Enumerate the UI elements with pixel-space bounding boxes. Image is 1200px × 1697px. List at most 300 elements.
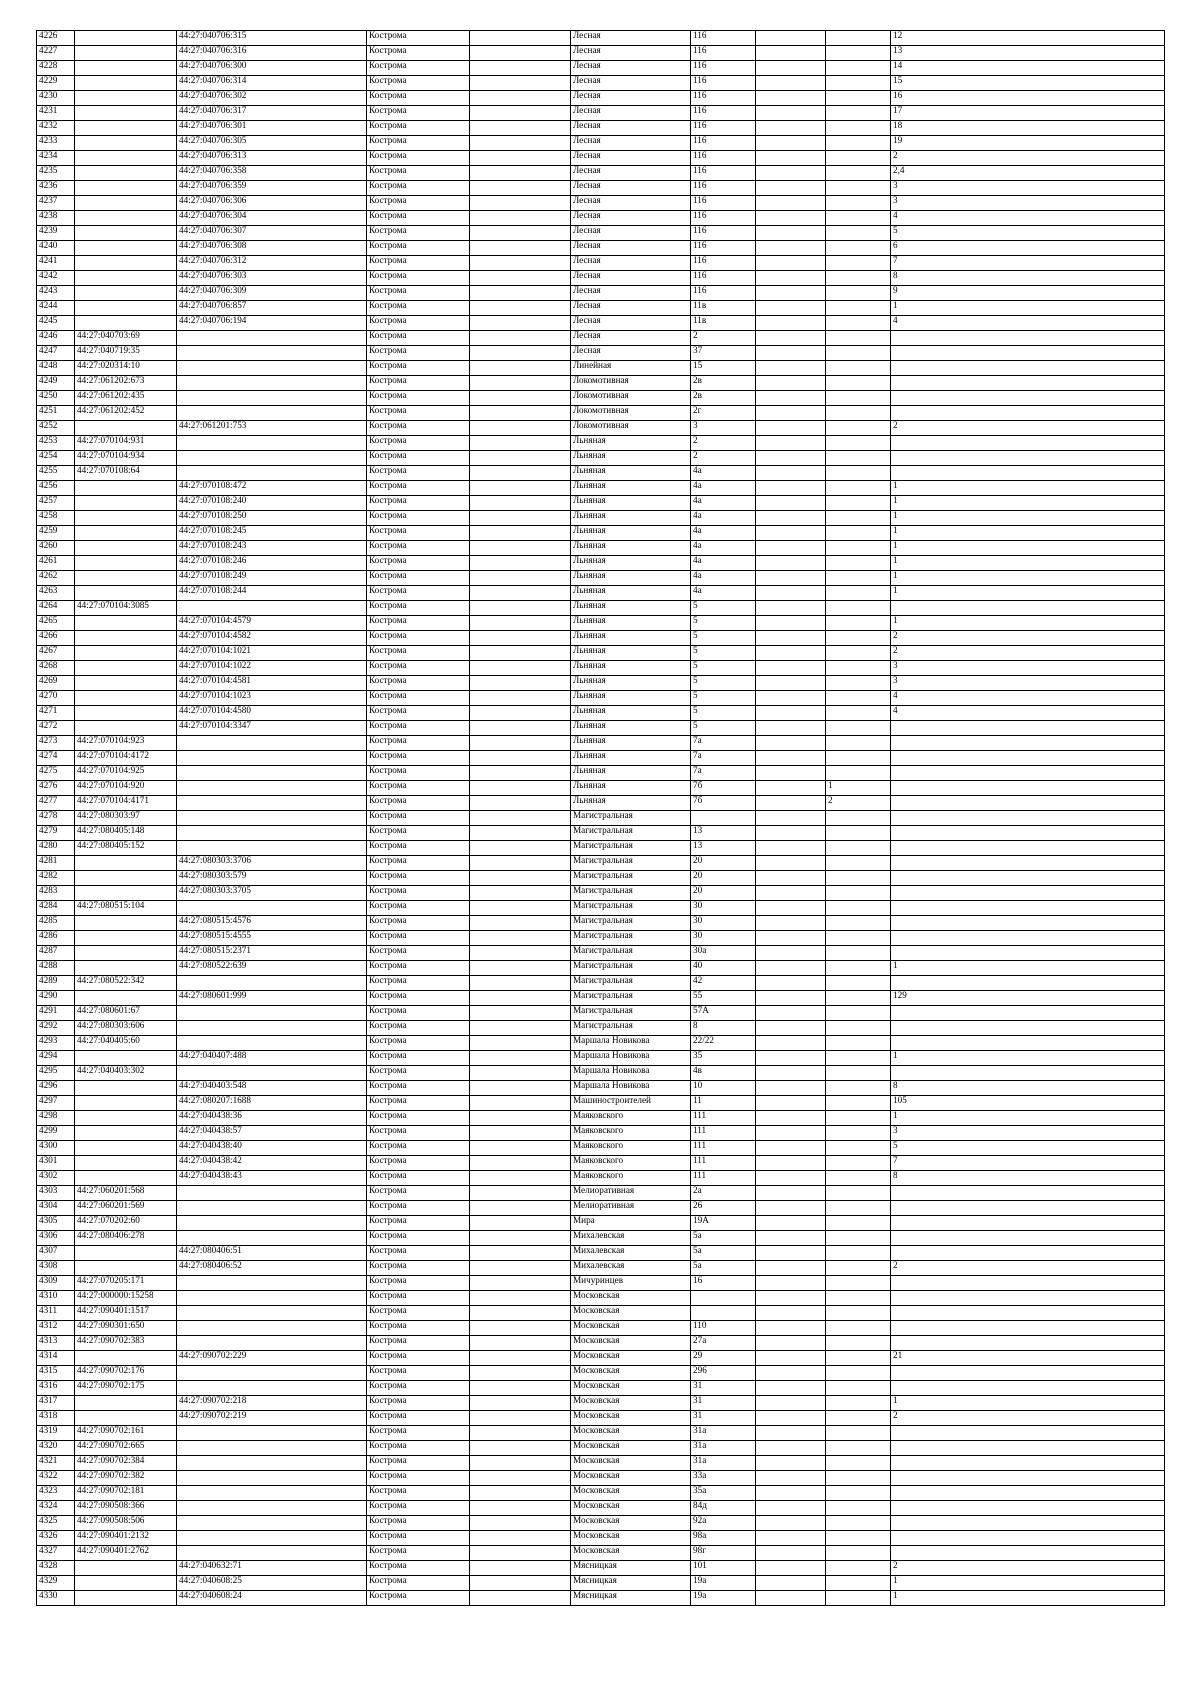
table-cell-row_no: 4280 — [37, 841, 75, 856]
table-cell-cad_num_b: 44:27:040438:57 — [177, 1126, 367, 1141]
table-cell-blank2 — [756, 1186, 826, 1201]
table-cell-extra: 129 — [891, 991, 1165, 1006]
table-cell-blank3 — [826, 421, 891, 436]
table-cell-house: 116 — [691, 256, 756, 271]
table-cell-blank2 — [756, 481, 826, 496]
table-cell-blank1 — [470, 556, 571, 571]
table-cell-blank1 — [470, 856, 571, 871]
table-cell-blank1 — [470, 1561, 571, 1576]
table-cell-city: Кострома — [367, 511, 470, 526]
table-row — [37, 586, 1165, 601]
table-cell-blank2 — [756, 106, 826, 121]
table-cell-blank1 — [470, 1576, 571, 1591]
table-cell-blank1 — [470, 406, 571, 421]
table-row — [37, 1141, 1165, 1156]
table-cell-cad_num_a — [75, 1396, 177, 1411]
table-cell-row_no: 4303 — [37, 1186, 75, 1201]
table-cell-blank2 — [756, 1291, 826, 1306]
table-row — [37, 286, 1165, 301]
table-cell-house: 2 — [691, 331, 756, 346]
table-cell-blank1 — [470, 226, 571, 241]
table-cell-house: 35а — [691, 1486, 756, 1501]
table-cell-house: 5 — [691, 616, 756, 631]
table-cell-row_no: 4248 — [37, 361, 75, 376]
table-cell-extra — [891, 1456, 1165, 1471]
table-cell-street: Лесная — [571, 226, 691, 241]
table-cell-row_no: 4292 — [37, 1021, 75, 1036]
table-cell-blank2 — [756, 301, 826, 316]
table-cell-city: Кострома — [367, 136, 470, 151]
table-row — [37, 961, 1165, 976]
table-cell-cad_num_b: 44:27:040706:303 — [177, 271, 367, 286]
table-cell-city: Кострома — [367, 901, 470, 916]
table-cell-street: Льняная — [571, 691, 691, 706]
table-cell-cad_num_b: 44:27:080406:52 — [177, 1261, 367, 1276]
table-cell-extra: 7 — [891, 1156, 1165, 1171]
table-cell-row_no: 4278 — [37, 811, 75, 826]
table-cell-street: Михалевская — [571, 1246, 691, 1261]
table-cell-row_no: 4288 — [37, 961, 75, 976]
table-cell-row_no: 4277 — [37, 796, 75, 811]
table-cell-extra — [891, 901, 1165, 916]
table-cell-cad_num_b: 44:27:070104:1022 — [177, 661, 367, 676]
table-cell-extra: 2 — [891, 1561, 1165, 1576]
table-cell-cad_num_b — [177, 376, 367, 391]
table-cell-house: 31 — [691, 1381, 756, 1396]
table-cell-extra — [891, 376, 1165, 391]
table-cell-cad_num_a: 44:27:080405:148 — [75, 826, 177, 841]
table-cell-street: Лесная — [571, 196, 691, 211]
table-row — [37, 1051, 1165, 1066]
table-cell-cad_num_a: 44:27:070108:64 — [75, 466, 177, 481]
table-cell-cad_num_a — [75, 301, 177, 316]
table-cell-extra: 1 — [891, 586, 1165, 601]
table-cell-city: Кострома — [367, 1186, 470, 1201]
table-row — [37, 46, 1165, 61]
table-cell-row_no: 4246 — [37, 331, 75, 346]
table-cell-cad_num_a: 44:27:070104:920 — [75, 781, 177, 796]
table-cell-blank1 — [470, 166, 571, 181]
table-cell-cad_num_b — [177, 331, 367, 346]
table-cell-city: Кострома — [367, 976, 470, 991]
table-cell-house: 116 — [691, 121, 756, 136]
table-cell-city: Кострома — [367, 811, 470, 826]
table-cell-blank1 — [470, 616, 571, 631]
table-cell-house: 98г — [691, 1546, 756, 1561]
table-row — [37, 346, 1165, 361]
table-cell-city: Кострома — [367, 241, 470, 256]
table-cell-extra — [891, 1276, 1165, 1291]
table-cell-cad_num_a — [75, 166, 177, 181]
table-cell-house: 30а — [691, 946, 756, 961]
table-row — [37, 631, 1165, 646]
table-cell-city: Кострома — [367, 556, 470, 571]
table-cell-house: 10 — [691, 1081, 756, 1096]
table-row — [37, 811, 1165, 826]
table-row — [37, 1126, 1165, 1141]
table-cell-row_no: 4264 — [37, 601, 75, 616]
table-cell-city: Кострома — [367, 1231, 470, 1246]
table-cell-cad_num_a: 44:27:070104:923 — [75, 736, 177, 751]
table-cell-extra: 2 — [891, 631, 1165, 646]
table-cell-cad_num_b — [177, 1216, 367, 1231]
table-cell-blank1 — [470, 1141, 571, 1156]
table-cell-house: 33а — [691, 1471, 756, 1486]
table-cell-street: Льняная — [571, 571, 691, 586]
table-cell-row_no: 4309 — [37, 1276, 75, 1291]
table-cell-blank2 — [756, 1006, 826, 1021]
table-cell-street: Локомотивная — [571, 391, 691, 406]
table-row — [37, 451, 1165, 466]
table-cell-blank1 — [470, 241, 571, 256]
table-cell-extra: 5 — [891, 1141, 1165, 1156]
table-cell-blank1 — [470, 1411, 571, 1426]
table-cell-cad_num_b — [177, 466, 367, 481]
table-cell-extra: 8 — [891, 271, 1165, 286]
table-cell-city: Кострома — [367, 1486, 470, 1501]
table-row — [37, 931, 1165, 946]
table-cell-blank2 — [756, 331, 826, 346]
table-cell-house: 116 — [691, 136, 756, 151]
table-cell-cad_num_a: 44:27:070104:931 — [75, 436, 177, 451]
table-cell-extra — [891, 1216, 1165, 1231]
table-cell-street: Машиностроителей — [571, 1096, 691, 1111]
table-cell-extra: 1 — [891, 1111, 1165, 1126]
table-cell-city: Кострома — [367, 106, 470, 121]
table-cell-blank2 — [756, 466, 826, 481]
table-cell-cad_num_b: 44:27:070104:3347 — [177, 721, 367, 736]
table-cell-city: Кострома — [367, 1261, 470, 1276]
table-cell-cad_num_a — [75, 631, 177, 646]
table-row — [37, 526, 1165, 541]
table-cell-cad_num_b: 44:27:040706:306 — [177, 196, 367, 211]
table-cell-cad_num_a: 44:27:040405:60 — [75, 1036, 177, 1051]
table-cell-blank2 — [756, 1216, 826, 1231]
table-cell-city: Кострома — [367, 691, 470, 706]
table-row — [37, 1201, 1165, 1216]
table-cell-street: Лесная — [571, 346, 691, 361]
table-cell-cad_num_b — [177, 451, 367, 466]
table-cell-blank2 — [756, 376, 826, 391]
table-cell-cad_num_b: 44:27:070108:243 — [177, 541, 367, 556]
table-cell-city: Кострома — [367, 736, 470, 751]
table-cell-blank3 — [826, 106, 891, 121]
table-cell-street: Лесная — [571, 211, 691, 226]
table-cell-blank1 — [470, 91, 571, 106]
table-row — [37, 1456, 1165, 1471]
table-cell-cad_num_a: 44:27:060201:568 — [75, 1186, 177, 1201]
table-cell-house: 4а — [691, 496, 756, 511]
table-cell-extra: 4 — [891, 691, 1165, 706]
table-row — [37, 1006, 1165, 1021]
table-cell-extra: 2 — [891, 1411, 1165, 1426]
table-cell-row_no: 4307 — [37, 1246, 75, 1261]
table-cell-city: Кострома — [367, 871, 470, 886]
table-cell-blank3 — [826, 601, 891, 616]
table-cell-blank2 — [756, 1411, 826, 1426]
table-cell-blank1 — [470, 1516, 571, 1531]
table-cell-city: Кострома — [367, 1411, 470, 1426]
table-cell-street: Магистральная — [571, 1021, 691, 1036]
table-cell-row_no: 4326 — [37, 1531, 75, 1546]
table-cell-cad_num_b: 44:27:040706:302 — [177, 91, 367, 106]
table-cell-blank2 — [756, 1096, 826, 1111]
table-cell-blank1 — [470, 511, 571, 526]
table-cell-blank1 — [470, 826, 571, 841]
table-cell-blank3 — [826, 466, 891, 481]
table-cell-extra — [891, 1036, 1165, 1051]
table-cell-extra: 8 — [891, 1171, 1165, 1186]
table-cell-blank2 — [756, 1351, 826, 1366]
table-cell-blank1 — [470, 1201, 571, 1216]
table-cell-row_no: 4293 — [37, 1036, 75, 1051]
table-cell-cad_num_b: 44:27:040706:308 — [177, 241, 367, 256]
table-cell-extra: 13 — [891, 46, 1165, 61]
table-cell-blank3 — [826, 1141, 891, 1156]
table-cell-extra: 3 — [891, 676, 1165, 691]
table-cell-blank1 — [470, 646, 571, 661]
table-cell-blank3 — [826, 1021, 891, 1036]
table-cell-city: Кострома — [367, 151, 470, 166]
table-cell-blank3 — [826, 1126, 891, 1141]
table-cell-city: Кострома — [367, 1246, 470, 1261]
table-cell-row_no: 4275 — [37, 766, 75, 781]
table-cell-blank2 — [756, 1276, 826, 1291]
table-cell-row_no: 4228 — [37, 61, 75, 76]
table-cell-blank3 — [826, 1546, 891, 1561]
table-cell-blank2 — [756, 226, 826, 241]
table-cell-city: Кострома — [367, 526, 470, 541]
table-cell-house: 13 — [691, 826, 756, 841]
table-cell-street: Московская — [571, 1456, 691, 1471]
table-cell-cad_num_b — [177, 1276, 367, 1291]
table-cell-cad_num_b — [177, 736, 367, 751]
table-cell-cad_num_b — [177, 1381, 367, 1396]
table-cell-blank1 — [470, 676, 571, 691]
table-cell-blank2 — [756, 1111, 826, 1126]
table-cell-blank2 — [756, 196, 826, 211]
table-cell-blank3 — [826, 1216, 891, 1231]
table-cell-extra — [891, 466, 1165, 481]
table-cell-city: Кострома — [367, 1321, 470, 1336]
table-row — [37, 196, 1165, 211]
table-cell-house: 101 — [691, 1561, 756, 1576]
table-cell-row_no: 4313 — [37, 1336, 75, 1351]
table-cell-street: Мира — [571, 1216, 691, 1231]
table-cell-blank1 — [470, 706, 571, 721]
table-cell-cad_num_b: 44:27:070104:4582 — [177, 631, 367, 646]
table-cell-cad_num_a — [75, 1096, 177, 1111]
table-cell-blank1 — [470, 211, 571, 226]
table-cell-blank3 — [826, 286, 891, 301]
table-cell-extra — [891, 856, 1165, 871]
table-cell-cad_num_b: 44:27:080303:579 — [177, 871, 367, 886]
table-cell-blank3 — [826, 706, 891, 721]
table-row — [37, 226, 1165, 241]
table-cell-extra: 1 — [891, 571, 1165, 586]
table-cell-blank1 — [470, 1321, 571, 1336]
table-row — [37, 391, 1165, 406]
table-cell-cad_num_a — [75, 211, 177, 226]
table-cell-cad_num_a: 44:27:061202:673 — [75, 376, 177, 391]
table-cell-street: Лесная — [571, 106, 691, 121]
table-cell-street: Московская — [571, 1501, 691, 1516]
table-cell-street: Льняная — [571, 781, 691, 796]
table-cell-blank3 — [826, 871, 891, 886]
table-cell-extra — [891, 826, 1165, 841]
table-cell-extra — [891, 1231, 1165, 1246]
table-cell-cad_num_b: 44:27:061201:753 — [177, 421, 367, 436]
table-cell-cad_num_b: 44:27:080515:2371 — [177, 946, 367, 961]
table-cell-city: Кострома — [367, 586, 470, 601]
table-cell-city: Кострома — [367, 676, 470, 691]
table-cell-row_no: 4259 — [37, 526, 75, 541]
table-cell-city: Кострома — [367, 571, 470, 586]
table-cell-city: Кострома — [367, 856, 470, 871]
table-row — [37, 61, 1165, 76]
table-cell-blank3 — [826, 46, 891, 61]
table-cell-blank1 — [470, 121, 571, 136]
table-cell-blank3 — [826, 1276, 891, 1291]
table-cell-city: Кострома — [367, 1216, 470, 1231]
table-cell-cad_num_b: 44:27:040706:301 — [177, 121, 367, 136]
table-cell-street: Магистральная — [571, 826, 691, 841]
table-cell-city: Кострома — [367, 1501, 470, 1516]
table-cell-blank1 — [470, 1156, 571, 1171]
table-cell-blank1 — [470, 1546, 571, 1561]
table-cell-street: Льняная — [571, 556, 691, 571]
table-cell-house: 116 — [691, 211, 756, 226]
table-cell-extra: 3 — [891, 196, 1165, 211]
table-cell-street: Мелиоративная — [571, 1186, 691, 1201]
table-cell-city: Кострома — [367, 616, 470, 631]
table-cell-extra — [891, 721, 1165, 736]
table-cell-house: 116 — [691, 286, 756, 301]
table-cell-cad_num_a — [75, 421, 177, 436]
table-cell-blank2 — [756, 271, 826, 286]
table-cell-blank3 — [826, 691, 891, 706]
table-cell-city: Кострома — [367, 421, 470, 436]
table-cell-blank2 — [756, 1021, 826, 1036]
table-cell-blank3 — [826, 271, 891, 286]
table-row — [37, 571, 1165, 586]
table-cell-street: Льняная — [571, 616, 691, 631]
table-cell-blank3 — [826, 331, 891, 346]
table-cell-cad_num_a: 44:27:000000:15258 — [75, 1291, 177, 1306]
table-cell-row_no: 4308 — [37, 1261, 75, 1276]
table-cell-blank3 — [826, 826, 891, 841]
table-cell-city: Кострома — [367, 1591, 470, 1606]
table-cell-street: Магистральная — [571, 946, 691, 961]
table-cell-extra: 4 — [891, 211, 1165, 226]
table-cell-extra: 17 — [891, 106, 1165, 121]
table-cell-blank1 — [470, 1351, 571, 1366]
table-cell-house: 42 — [691, 976, 756, 991]
table-cell-blank1 — [470, 601, 571, 616]
table-cell-cad_num_a: 44:27:020314:10 — [75, 361, 177, 376]
table-row — [37, 1216, 1165, 1231]
table-cell-blank1 — [470, 721, 571, 736]
table-cell-cad_num_b — [177, 1321, 367, 1336]
table-cell-row_no: 4282 — [37, 871, 75, 886]
table-cell-city: Кострома — [367, 286, 470, 301]
table-cell-city: Кострома — [367, 211, 470, 226]
table-cell-cad_num_a: 44:27:090702:161 — [75, 1426, 177, 1441]
table-cell-cad_num_a — [75, 1171, 177, 1186]
table-cell-house: 5 — [691, 631, 756, 646]
table-cell-cad_num_a: 44:27:060201:569 — [75, 1201, 177, 1216]
table-cell-blank2 — [756, 1471, 826, 1486]
table-cell-blank2 — [756, 61, 826, 76]
table-cell-blank3 — [826, 1561, 891, 1576]
table-cell-blank3 — [826, 931, 891, 946]
table-cell-blank3 — [826, 1006, 891, 1021]
table-cell-cad_num_b: 44:27:070108:245 — [177, 526, 367, 541]
table-cell-blank3 — [826, 811, 891, 826]
table-row — [37, 1381, 1165, 1396]
table-cell-blank2 — [756, 1036, 826, 1051]
table-cell-blank3 — [826, 1336, 891, 1351]
table-cell-city: Кострома — [367, 1141, 470, 1156]
table-cell-row_no: 4226 — [37, 31, 75, 46]
table-cell-extra — [891, 916, 1165, 931]
table-cell-cad_num_a — [75, 316, 177, 331]
table-row — [37, 1501, 1165, 1516]
table-cell-blank1 — [470, 1171, 571, 1186]
table-cell-house — [691, 811, 756, 826]
table-cell-city: Кострома — [367, 1036, 470, 1051]
table-cell-blank1 — [470, 1021, 571, 1036]
table-cell-house: 5а — [691, 1246, 756, 1261]
table-cell-row_no: 4229 — [37, 76, 75, 91]
table-cell-blank3 — [826, 901, 891, 916]
table-cell-cad_num_a — [75, 1051, 177, 1066]
table-cell-blank2 — [756, 661, 826, 676]
table-cell-row_no: 4242 — [37, 271, 75, 286]
table-cell-extra: 1 — [891, 1591, 1165, 1606]
table-cell-row_no: 4302 — [37, 1171, 75, 1186]
table-cell-blank2 — [756, 991, 826, 1006]
table-cell-blank1 — [470, 496, 571, 511]
table-row — [37, 421, 1165, 436]
table-cell-house: 7а — [691, 751, 756, 766]
table-cell-cad_num_a: 44:27:090702:665 — [75, 1441, 177, 1456]
table-cell-street: Льняная — [571, 646, 691, 661]
table-cell-street: Магистральная — [571, 901, 691, 916]
table-cell-blank2 — [756, 946, 826, 961]
table-cell-city: Кострома — [367, 91, 470, 106]
table-row — [37, 556, 1165, 571]
table-cell-cad_num_b — [177, 1306, 367, 1321]
table-cell-row_no: 4301 — [37, 1156, 75, 1171]
table-cell-blank2 — [756, 166, 826, 181]
table-cell-street: Лесная — [571, 316, 691, 331]
table-cell-street: Магистральная — [571, 841, 691, 856]
table-cell-cad_num_b: 44:27:040403:548 — [177, 1081, 367, 1096]
table-cell-blank1 — [470, 466, 571, 481]
table-cell-extra: 18 — [891, 121, 1165, 136]
table-cell-blank1 — [470, 841, 571, 856]
table-cell-house: 19а — [691, 1591, 756, 1606]
table-row — [37, 1231, 1165, 1246]
table-cell-street: Магистральная — [571, 961, 691, 976]
table-cell-cad_num_b — [177, 1066, 367, 1081]
table-cell-house: 111 — [691, 1156, 756, 1171]
table-cell-row_no: 4318 — [37, 1411, 75, 1426]
table-cell-blank2 — [756, 766, 826, 781]
table-cell-house: 5 — [691, 601, 756, 616]
table-cell-blank3 — [826, 91, 891, 106]
